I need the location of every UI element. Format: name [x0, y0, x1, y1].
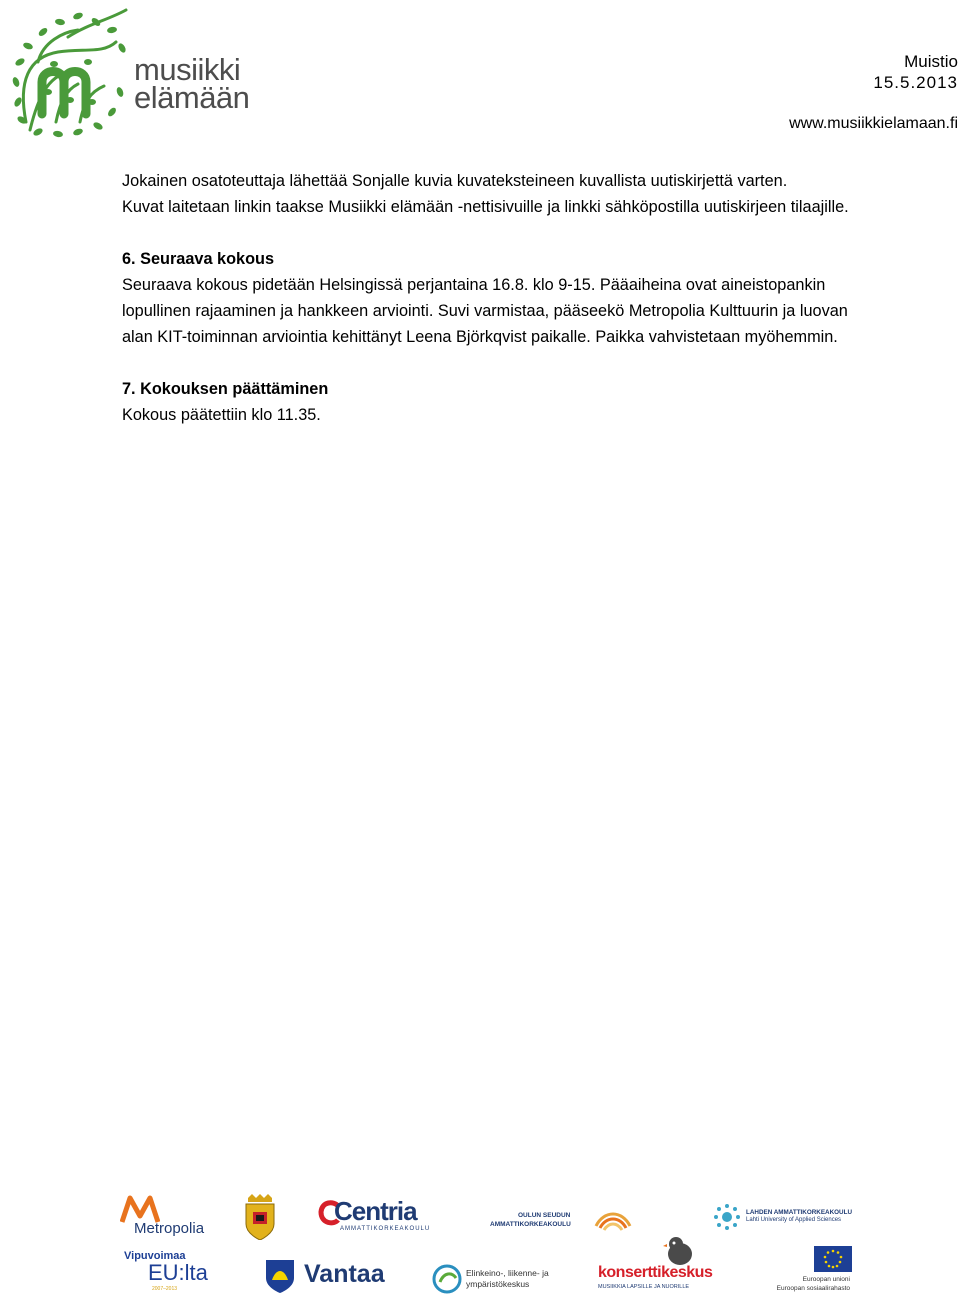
- ely-text-1: Elinkeino-, liikenne- ja: [466, 1268, 549, 1278]
- section-6-body: Seuraava kokous pidetään Helsingissä perjantaina 16.8. klo 9-15. Pääaiheina ovat aineistopankin lopullinen rajaaminen ja hankkeen arviointi. Suvi varmistaa, pääseekö Metropolia Kulttuurin ja luovan alan KIT-toiminnan arviointia kehittänyt Leena Björkqvist paikalle. Paikka vahvistetaan myöhemmin.: [122, 276, 848, 346]
- konsertti-text: konserttikeskus: [598, 1264, 713, 1281]
- intro-line-1: Jokainen osatoteuttaja lähettää Sonjalle kuvia kuvateksteineen kuvallista uutiskirjettä varten.: [122, 172, 788, 190]
- section-6-heading: 6. Seuraava kokous: [122, 250, 275, 268]
- lahti-text-2: Lahti University of Applied Sciences: [746, 1217, 842, 1223]
- wave-emblem-logo: [594, 1206, 632, 1232]
- eu-esr-logo: [770, 1246, 858, 1294]
- ely-circle-icon: [432, 1264, 462, 1294]
- lahti-sun-icon: [714, 1204, 740, 1230]
- wave-emblem-icon: [594, 1206, 632, 1232]
- coat-of-arms-icon: [244, 1194, 276, 1240]
- intro-paragraph: [122, 168, 862, 220]
- document-date: 15.5.2013: [873, 73, 958, 92]
- lahti-text-1: LAHDEN AMMATTIKORKEAKOULU: [746, 1209, 852, 1216]
- centria-text: Centria: [334, 1196, 417, 1226]
- eulta-years: 2007–2013: [152, 1286, 178, 1292]
- section-7-body: Kokous päätettiin klo 11.35.: [122, 406, 321, 424]
- city-coat-of-arms-logo: [244, 1194, 276, 1240]
- vantaa-logo: [264, 1258, 390, 1294]
- leaf-emblem-icon: [8, 2, 133, 142]
- esr-text-1: Euroopan unioni: [802, 1276, 850, 1283]
- ely-text-2: ympäristökeskus: [466, 1279, 530, 1289]
- partner-logos: [118, 1188, 858, 1297]
- vipuvoimaa-text: Vipuvoimaa: [124, 1250, 186, 1262]
- lahti-amk-logo: [714, 1204, 858, 1234]
- musiikki-elamaan-logo: [8, 2, 248, 142]
- vipuvoimaa-eu-logo: [124, 1250, 224, 1294]
- intro-line-2: Kuvat laitetaan linkin taakse Musiikki elämään -nettisivuille ja linkki sähköpostilla uutiskirjeen tilaajille.: [122, 198, 849, 216]
- metropolia-text: Metropolia: [134, 1220, 205, 1237]
- eu-flag-icon: [814, 1246, 852, 1272]
- konsertti-subtext: MUSIIKKIA LAPSILLE JA NUORILLE: [598, 1284, 690, 1290]
- konserttikeskus-logo: [598, 1234, 720, 1294]
- metropolia-logo: [120, 1194, 210, 1238]
- esr-text-2: Euroopan sosiaalirahasto: [776, 1285, 850, 1292]
- memo-body: [122, 168, 862, 428]
- vantaa-text: Vantaa: [304, 1260, 385, 1288]
- website-url[interactable]: www.musiikkielamaan.fi: [789, 115, 958, 132]
- centria-logo: [318, 1198, 430, 1236]
- section-7-heading: 7. Kokouksen päättäminen: [122, 380, 329, 398]
- oulu-text-2: AMMATTIKORKEAKOULU: [490, 1221, 571, 1228]
- ely-keskus-logo: [432, 1264, 562, 1294]
- eulta-text: EU:lta: [148, 1260, 208, 1285]
- oulu-text-1: OULUN SEUDUN: [518, 1212, 571, 1219]
- oulu-amk-logo: [490, 1212, 590, 1232]
- logo-text-musiikki: musiikki: [134, 52, 241, 87]
- bird-icon: [662, 1234, 696, 1268]
- vantaa-shield-icon: [264, 1258, 296, 1294]
- document-type: Muistio: [904, 52, 958, 71]
- centria-subtext: AMMATTIKORKEAKOULU: [340, 1226, 431, 1232]
- logo-text-elamaan: elämään: [134, 80, 250, 115]
